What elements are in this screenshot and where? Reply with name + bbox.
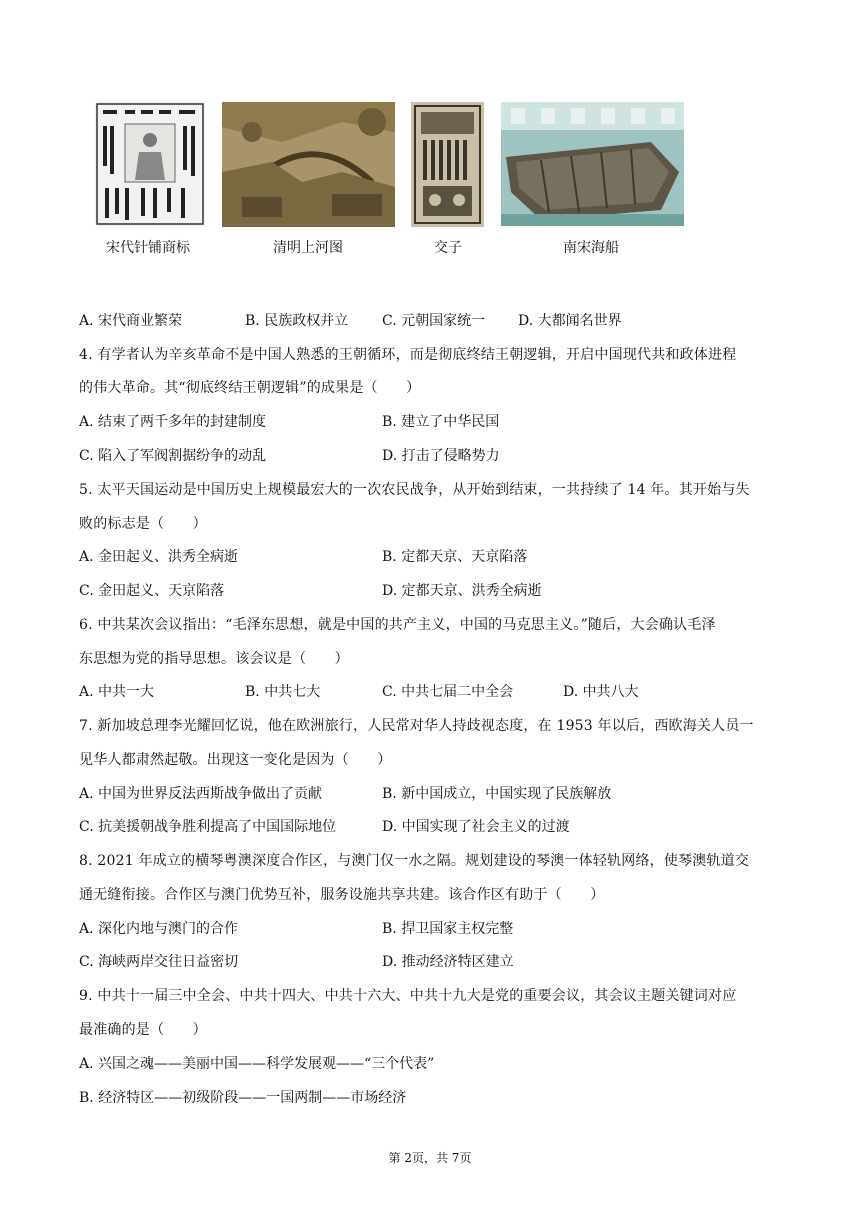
figure-caption: 清明上河图 — [273, 240, 343, 256]
q4-stem-line1: 4. 有学者认为辛亥革命不是中国人熟悉的王朝循环，而是彻底终结王朝逻辑，开启中国现代共和政体进程 — [79, 347, 737, 363]
q4-option-d: D. 打击了侵略势力 — [382, 448, 500, 464]
q6-option-d: D. 中共八大 — [563, 684, 639, 700]
figure-row — [0, 102, 860, 232]
q4-option-c: C. 陷入了军阀割据纷争的动乱 — [79, 448, 267, 464]
song-needle-shop-trademark-image — [95, 102, 205, 226]
q8-option-d: D. 推动经济特区建立 — [382, 954, 514, 970]
qingming-painting-image — [222, 102, 395, 227]
figure-caption: 交子 — [434, 240, 462, 256]
q3-option-b: B. 民族政权并立 — [245, 313, 349, 329]
southern-song-ship-image — [501, 102, 684, 226]
q9-option-b: B. 经济特区——初级阶段——一国两制——市场经济 — [79, 1090, 407, 1106]
q5-option-a: A. 金田起义、洪秀全病逝 — [79, 549, 239, 565]
q4-option-b: B. 建立了中华民国 — [382, 414, 500, 430]
q7-stem-line1: 7. 新加坡总理李光耀回忆说，他在欧洲旅行，人民常对华人持歧视态度，在 1953 年以后，西欧海关人员一 — [79, 718, 754, 734]
q5-stem-line1: 5. 太平天国运动是中国历史上规模最宏大的一次农民战争，从开始到结束，一共持续了 14 年。其开始与失 — [79, 482, 750, 498]
q6-option-b: B. 中共七大 — [245, 684, 321, 700]
q4-stem-line2: 的伟大革命。其“彻底终结王朝逻辑”的成果是（ ） — [79, 380, 421, 396]
q7-stem-line2: 见华人都肃然起敬。出现这一变化是因为（ ） — [79, 752, 392, 768]
q6-stem-line2: 东思想为党的指导思想。该会议是（ ） — [79, 651, 349, 667]
q9-stem-line2: 最准确的是（ ） — [79, 1022, 207, 1038]
q7-option-b: B. 新中国成立，中国实现了民族解放 — [382, 786, 612, 802]
q6-stem-line1: 6. 中共某次会议指出：“毛泽东思想，就是中国的共产主义，中国的马克思主义。”随后，大会确认毛泽 — [79, 617, 716, 633]
page-number: 第 2页，共 7页 — [388, 1151, 472, 1165]
q5-stem-line2: 败的标志是（ ） — [79, 516, 207, 532]
figure-caption: 宋代针铺商标 — [106, 240, 190, 256]
q9-stem-line1: 9. 中共十一届三中全会、中共十四大、中共十六大、中共十九大是党的重要会议，其会议主题关键词对应 — [79, 988, 737, 1004]
q8-stem-line1: 8. 2021 年成立的横琴粤澳深度合作区，与澳门仅一水之隔。规划建设的琴澳一体轻轨网络，使琴澳轨道交 — [79, 853, 750, 869]
q8-stem-line2: 通无缝衔接。合作区与澳门优势互补，服务设施共享共建。该合作区有助于（ ） — [79, 887, 605, 903]
jiaozi-paper-money-image — [411, 102, 484, 227]
q8-option-b: B. 捍卫国家主权完整 — [382, 921, 514, 937]
q5-option-d: D. 定都天京、洪秀全病逝 — [382, 583, 542, 599]
q7-option-a: A. 中国为世界反法西斯战争做出了贡献 — [79, 786, 323, 802]
q3-option-d: D. 大都闻名世界 — [518, 313, 622, 329]
q5-option-c: C. 金田起义、天京陷落 — [79, 583, 225, 599]
q6-option-a: A. 中共一大 — [79, 684, 155, 700]
q3-option-c: C. 元朝国家统一 — [382, 313, 486, 329]
q8-option-a: A. 深化内地与澳门的合作 — [79, 921, 239, 937]
q7-option-c: C. 抗美援朝战争胜利提高了中国国际地位 — [79, 819, 337, 835]
q3-option-a: A. 宋代商业繁荣 — [79, 313, 183, 329]
q6-option-c: C. 中共七届二中全会 — [382, 684, 514, 700]
q4-option-a: A. 结束了两千多年的封建制度 — [79, 414, 267, 430]
q7-option-d: D. 中国实现了社会主义的过渡 — [382, 819, 570, 835]
figure-caption: 南宋海船 — [563, 240, 619, 256]
q5-option-b: B. 定都天京、天京陷落 — [382, 549, 528, 565]
q9-option-a: A. 兴国之魂——美丽中国——科学发展观——“三个代表” — [79, 1056, 435, 1072]
q8-option-c: C. 海峡两岸交往日益密切 — [79, 954, 239, 970]
